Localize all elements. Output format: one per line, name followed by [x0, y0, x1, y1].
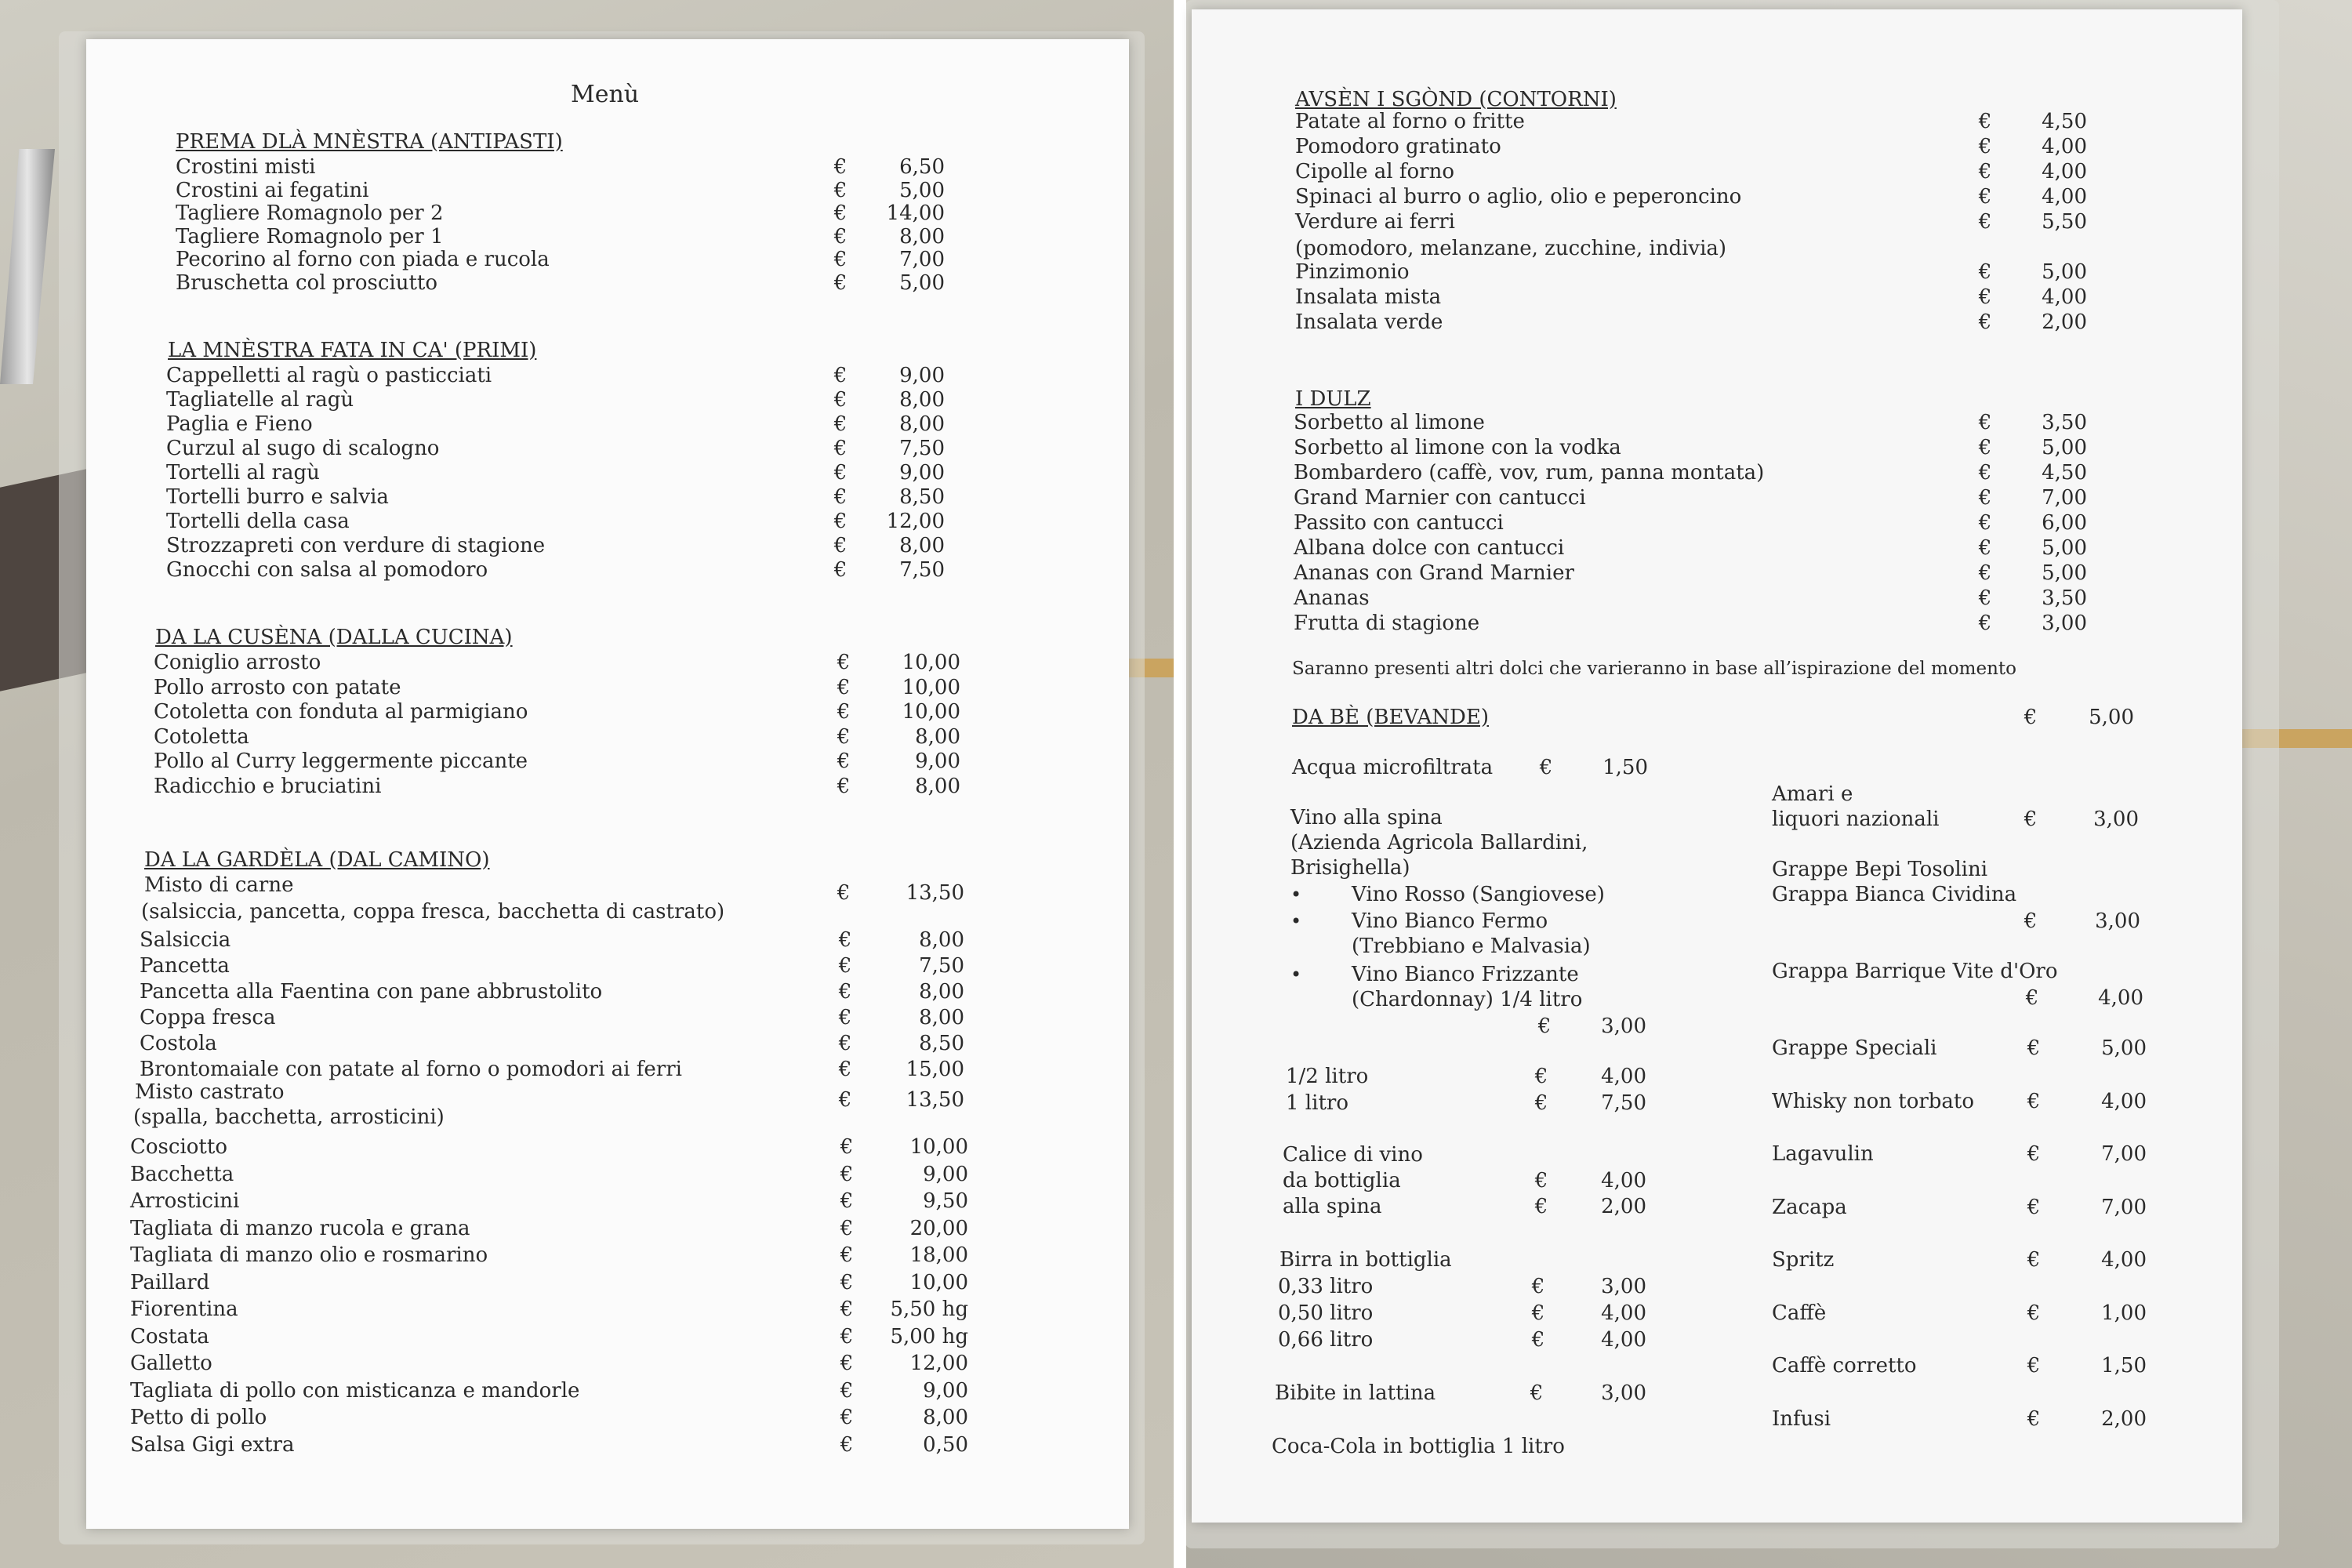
menu-item-name: Crostini ai fegatini: [176, 178, 369, 202]
menu-item-name: Misto castrato: [135, 1080, 285, 1104]
item-price: 9,00: [923, 1378, 968, 1403]
item-price: 2,00: [2042, 310, 2087, 334]
menu-item-name: Cosciotto: [130, 1135, 227, 1159]
menu-item-detail: (pomodoro, melanzane, zucchine, indivia): [1295, 237, 1727, 260]
currency-symbol: €: [838, 1058, 852, 1081]
menu-item-name: Caffè: [1772, 1301, 1827, 1325]
menu-item-name: Tagliere Romagnolo per 1: [176, 224, 444, 249]
section-heading-dolci: I DULZ: [1295, 387, 1371, 411]
currency-symbol: €: [2027, 1301, 2041, 1325]
item-price: 4,50: [2042, 110, 2087, 133]
menu-item-name: 1 litro: [1286, 1091, 1348, 1115]
menu-item-name: Tagliata di manzo olio e rosmarino: [130, 1243, 488, 1267]
item-price: 5,00: [2042, 536, 2087, 560]
currency-symbol: €: [833, 155, 848, 179]
menu-item-name: Tortelli della casa: [166, 510, 350, 533]
currency-symbol: €: [833, 224, 848, 249]
menu-item-name: Albana dolce con cantucci: [1294, 536, 1565, 560]
item-price: 8,00: [915, 774, 960, 798]
menu-item-name: Passito con cantucci: [1294, 511, 1504, 535]
item-price: 5,00: [2101, 1036, 2147, 1060]
glass-of-wine-label: da bottiglia: [1283, 1169, 1401, 1192]
item-price: 13,50: [906, 1088, 964, 1112]
currency-symbol: €: [1978, 310, 1992, 334]
coca-cola-label: Coca-Cola in bottiglia 1 litro: [1272, 1435, 1565, 1458]
menu-item-name: Strozzapreti con verdure di stagione: [166, 534, 546, 557]
currency-symbol: €: [2024, 909, 2038, 933]
item-price: 8,00: [919, 980, 964, 1004]
menu-item-name: Salsa Gigi extra: [130, 1432, 295, 1457]
wine-on-tap-label: (Azienda Agricola Ballardini,: [1290, 831, 1588, 855]
currency-symbol: €: [1978, 185, 1992, 209]
menu-item-name: Pollo al Curry leggermente piccante: [154, 750, 528, 773]
currency-symbol: €: [833, 558, 848, 582]
item-price: 9,50: [923, 1189, 968, 1213]
section-heading-camino: DA LA GARDÈLA (DAL CAMINO): [144, 848, 490, 872]
currency-symbol: €: [833, 388, 848, 412]
currency-symbol: €: [2027, 1089, 2041, 1113]
beer-label: Birra in bottiglia: [1279, 1248, 1452, 1272]
currency-symbol: €: [833, 412, 848, 436]
item-price: 7,00: [2101, 1195, 2147, 1219]
currency-symbol: €: [837, 881, 851, 905]
currency-symbol: €: [1531, 1275, 1545, 1298]
currency-symbol: €: [833, 201, 848, 225]
menu-item-name: 1/2 litro: [1286, 1065, 1369, 1088]
currency-symbol: €: [838, 954, 852, 978]
currency-symbol: €: [2027, 1406, 2041, 1431]
menu-item-name: Sorbetto al limone con la vodka: [1294, 436, 1621, 459]
menu-item-name: Bruschetta col prosciutto: [176, 270, 438, 295]
glass-of-wine-label: Calice di vino: [1283, 1143, 1423, 1167]
currency-symbol: €: [2027, 1195, 2041, 1219]
item-price: 5,00: [2042, 260, 2087, 284]
item-price: 5,00: [2042, 561, 2087, 585]
item-price: 4,50: [2042, 461, 2087, 485]
currency-symbol: €: [833, 510, 848, 533]
section-heading-contorni: AVSÈN I SGÒND (CONTORNI): [1295, 88, 1617, 111]
menu-item-name: Cotoletta: [154, 724, 249, 749]
currency-symbol: €: [2025, 986, 2039, 1010]
item-price: 1,50: [1602, 756, 1648, 779]
item-price: 10,00: [902, 700, 960, 724]
item-price: 10,00: [909, 1135, 968, 1159]
item-price: 4,00: [1601, 1301, 1646, 1325]
grappa-label: Grappa Bianca Cividina: [1772, 883, 2017, 906]
menu-item-name: Crostini misti: [176, 155, 316, 179]
currency-symbol: €: [1978, 561, 1992, 585]
currency-symbol: €: [837, 774, 851, 798]
currency-symbol: €: [833, 248, 848, 271]
menu-item-name: Frutta di stagione: [1294, 612, 1480, 635]
currency-symbol: €: [838, 928, 852, 952]
menu-item-name: Fiorentina: [130, 1298, 238, 1321]
item-price: 3,50: [2042, 586, 2087, 610]
wine-on-tap-label: Vino alla spina: [1290, 806, 1443, 829]
currency-symbol: €: [840, 1432, 854, 1457]
menu-item-name: 0,33 litro: [1278, 1275, 1374, 1298]
menu-item-name: Gnocchi con salsa al pomodoro: [166, 558, 488, 582]
currency-symbol: €: [837, 750, 851, 773]
item-price: 8,50: [899, 485, 945, 509]
item-price: 7,00: [2101, 1142, 2147, 1166]
menu-item-name: Coppa fresca: [140, 1006, 276, 1029]
currency-symbol: €: [1978, 486, 1992, 510]
dolci-note: Saranno presenti altri dolci che varieranno in base all’ispirazione del momento: [1292, 659, 2017, 679]
menu-item-name: Spritz: [1772, 1248, 1835, 1272]
currency-symbol: €: [1978, 110, 1992, 133]
amari-label: Amari e: [1772, 782, 1853, 806]
grappa-label: Grappe Bepi Tosolini: [1772, 858, 1988, 881]
menu-item-detail: (spalla, bacchetta, arrosticini): [133, 1105, 445, 1129]
currency-symbol: €: [840, 1378, 854, 1403]
menu-item-name: Caffè corretto: [1772, 1354, 1917, 1377]
menu-item-name: Costata: [130, 1324, 209, 1348]
item-price: 4,00: [2042, 160, 2087, 183]
currency-symbol: €: [837, 724, 851, 749]
item-price: 5,50: [2042, 210, 2087, 234]
item-price: 3,50: [2042, 411, 2087, 434]
currency-symbol: €: [840, 1162, 854, 1186]
item-price: 8,00: [899, 412, 945, 436]
section-heading-cucina: DA LA CUSÈNA (DALLA CUCINA): [155, 626, 513, 649]
item-price: 3,00: [2093, 808, 2139, 831]
currency-symbol: €: [840, 1298, 854, 1321]
menu-item-name: Whisky non torbato: [1772, 1089, 1975, 1113]
currency-symbol: €: [2027, 1354, 2041, 1377]
item-price: 8,00: [915, 724, 960, 749]
wine-on-tap-label: Brisighella): [1290, 856, 1410, 880]
item-price: 5,00: [2089, 706, 2134, 729]
menu-item-name: Insalata mista: [1295, 285, 1442, 309]
currency-symbol: €: [1531, 1301, 1545, 1325]
item-price: 1,50: [2101, 1354, 2147, 1377]
currency-symbol: €: [837, 651, 851, 674]
menu-item-name: 0,66 litro: [1278, 1328, 1374, 1352]
menu-item-name: Bacchetta: [130, 1162, 234, 1186]
item-price: 6,50: [899, 155, 945, 179]
menu-item-name: Pomodoro gratinato: [1295, 135, 1501, 158]
currency-symbol: €: [840, 1352, 854, 1375]
item-price: 4,00: [2042, 135, 2087, 158]
currency-symbol: €: [1534, 1169, 1548, 1192]
item-price: 10,00: [902, 675, 960, 699]
item-price: 7,00: [2042, 486, 2087, 510]
currency-symbol: €: [1534, 1091, 1548, 1115]
currency-symbol: €: [1539, 756, 1553, 779]
menu-item-name: Grappe Speciali: [1772, 1036, 1937, 1060]
menu-item-name: Pancetta alla Faentina con pane abbrustolito: [140, 980, 603, 1004]
item-price: 13,50: [906, 881, 964, 905]
currency-symbol: €: [1534, 1195, 1548, 1218]
currency-symbol: €: [840, 1243, 854, 1267]
menu-item-name: Tortelli burro e salvia: [166, 485, 389, 509]
item-price: 7,50: [1601, 1091, 1646, 1115]
item-price: 4,00: [2042, 185, 2087, 209]
menu-item-name: Misto di carne: [144, 873, 294, 897]
item-price: 18,00: [909, 1243, 968, 1267]
item-price: 4,00: [2098, 986, 2143, 1010]
currency-symbol: €: [2027, 1142, 2041, 1166]
menu-item-name: Tagliata di pollo con misticanza e mandorle: [130, 1378, 580, 1403]
menu-item-name: Pollo arrosto con patate: [154, 675, 401, 699]
item-price: 7,50: [899, 558, 945, 582]
item-price: 3,00: [2042, 612, 2087, 635]
menu-item-detail: (salsiccia, pancetta, coppa fresca, bacchetta di castrato): [141, 900, 725, 924]
menu-item-name: Pinzimonio: [1295, 260, 1410, 284]
item-price: 4,00: [1601, 1328, 1646, 1352]
wine-item: Vino Bianco Fermo: [1352, 909, 1548, 933]
item-price: 3,00: [1601, 1014, 1646, 1038]
item-price: 1,00: [2101, 1301, 2147, 1325]
item-price: 12,00: [886, 510, 945, 533]
menu-item-name: Tagliata di manzo rucola e grana: [130, 1216, 470, 1240]
menu-item-name: Ananas con Grand Marnier: [1294, 561, 1574, 585]
currency-symbol: €: [1530, 1381, 1544, 1405]
item-price: 9,00: [915, 750, 960, 773]
menu-item-name: Grand Marnier con cantucci: [1294, 486, 1586, 510]
bullet: •: [1290, 884, 1302, 906]
item-price: 4,00: [1601, 1169, 1646, 1192]
menu-item-name: Tortelli al ragù: [166, 461, 320, 485]
menu-item-name: Coniglio arrosto: [154, 651, 321, 674]
item-price: 4,00: [2042, 285, 2087, 309]
currency-symbol: €: [833, 178, 848, 202]
item-price: 4,00: [1601, 1065, 1646, 1088]
menu-item-name: Arrosticini: [130, 1189, 240, 1213]
item-price: 10,00: [909, 1270, 968, 1294]
grappa-label: Grappa Barrique Vite d'Oro: [1772, 960, 2058, 983]
item-price: 8,00: [919, 928, 964, 952]
item-price: 3,00: [1601, 1381, 1646, 1405]
currency-symbol: €: [840, 1189, 854, 1213]
menu-item-name: Brontomaiale con patate al forno o pomodori ai ferri: [140, 1058, 682, 1081]
item-price: 4,00: [2101, 1089, 2147, 1113]
currency-symbol: €: [833, 485, 848, 509]
currency-symbol: €: [1978, 135, 1992, 158]
menu-item-name: Spinaci al burro o aglio, olio e peperoncino: [1295, 185, 1742, 209]
currency-symbol: €: [833, 461, 848, 485]
currency-symbol: €: [1531, 1328, 1545, 1352]
currency-symbol: €: [1978, 586, 1992, 610]
menu-item-name: Patate al forno o fritte: [1295, 110, 1525, 133]
currency-symbol: €: [2024, 706, 2038, 729]
bullet: •: [1290, 964, 1302, 985]
menu-item-name: Infusi: [1772, 1406, 1831, 1431]
currency-symbol: €: [833, 270, 848, 295]
currency-symbol: €: [1537, 1014, 1552, 1038]
currency-symbol: €: [1978, 285, 1992, 309]
wine-item: Vino Bianco Frizzante: [1352, 963, 1579, 986]
section-heading-primi: LA MNÈSTRA FATA IN CA' (PRIMI): [168, 339, 537, 362]
menu-item-name: Ananas: [1294, 586, 1370, 610]
currency-symbol: €: [838, 980, 852, 1004]
item-price: 8,00: [899, 534, 945, 557]
currency-symbol: €: [838, 1088, 852, 1112]
item-price: 5,00: [899, 270, 945, 295]
menu-item-name: Bibite in lattina: [1275, 1381, 1436, 1405]
item-price: 2,00: [1601, 1195, 1646, 1218]
menu-item-name: Pancetta: [140, 954, 230, 978]
item-price: 8,00: [923, 1406, 968, 1429]
wine-item: Vino Rosso (Sangiovese): [1352, 883, 1605, 906]
menu-item-name: Verdure ai ferri: [1295, 210, 1455, 234]
glass-of-wine-label: alla spina: [1283, 1195, 1382, 1218]
currency-symbol: €: [1978, 536, 1992, 560]
wine-item: (Trebbiano e Malvasia): [1352, 935, 1591, 958]
currency-symbol: €: [838, 1032, 852, 1055]
currency-symbol: €: [837, 675, 851, 699]
item-price: 7,50: [899, 437, 945, 460]
item-price: 0,50: [923, 1432, 968, 1457]
currency-symbol: €: [1978, 411, 1992, 434]
currency-symbol: €: [840, 1324, 854, 1348]
bullet: •: [1290, 910, 1302, 932]
item-price: 14,00: [886, 201, 945, 225]
menu-item-name: Tagliere Romagnolo per 2: [176, 201, 444, 225]
item-price: 5,00: [2042, 436, 2087, 459]
menu-item-name: Petto di pollo: [130, 1406, 267, 1429]
item-price: 5,00: [899, 178, 945, 202]
menu-item-name: Cipolle al forno: [1295, 160, 1454, 183]
currency-symbol: €: [833, 534, 848, 557]
item-price: 8,00: [919, 1006, 964, 1029]
currency-symbol: €: [1978, 511, 1992, 535]
item-price: 12,00: [909, 1352, 968, 1375]
menu-item-name: Lagavulin: [1772, 1142, 1874, 1166]
currency-symbol: €: [833, 364, 848, 387]
menu-item-name: Bombardero (caffè, vov, rum, panna montata): [1294, 461, 1765, 485]
item-price: 2,00: [2101, 1406, 2147, 1431]
currency-symbol: €: [1978, 160, 1992, 183]
currency-symbol: €: [1978, 461, 1992, 485]
menu-item-name: Costola: [140, 1032, 217, 1055]
menu-item-name: Sorbetto al limone: [1294, 411, 1485, 434]
photo-divider: [1174, 0, 1186, 1568]
menu-item-name: Radicchio e bruciatini: [154, 774, 382, 798]
item-price: 5,50 hg: [890, 1298, 968, 1321]
section-heading-bevande: DA BÈ (BEVANDE): [1292, 706, 1489, 729]
item-price: 8,00: [899, 224, 945, 249]
menu-item-name: Pecorino al forno con piada e rucola: [176, 248, 550, 271]
wine-item: (Chardonnay) 1/4 litro: [1352, 988, 1583, 1011]
menu-item-name: Paglia e Fieno: [166, 412, 313, 436]
currency-symbol: €: [840, 1270, 854, 1294]
item-price: 9,00: [899, 461, 945, 485]
amari-label: liquori nazionali: [1772, 808, 1940, 831]
item-price: 3,00: [2095, 909, 2140, 933]
menu-item-name: Paillard: [130, 1270, 210, 1294]
item-price: 15,00: [906, 1058, 964, 1081]
item-price: 9,00: [899, 364, 945, 387]
menu-item-name: Cappelletti al ragù o pasticciati: [166, 364, 492, 387]
currency-symbol: €: [1978, 436, 1992, 459]
menu-item-name: Tagliatelle al ragù: [166, 388, 354, 412]
section-heading-antipasti: PREMA DLÀ MNÈSTRA (ANTIPASTI): [176, 130, 563, 154]
currency-symbol: €: [838, 1006, 852, 1029]
menu-item-name: Insalata verde: [1295, 310, 1443, 334]
item-price: 20,00: [909, 1216, 968, 1240]
currency-symbol: €: [833, 437, 848, 460]
item-price: 8,00: [899, 388, 945, 412]
currency-symbol: €: [840, 1135, 854, 1159]
currency-symbol: €: [2027, 1036, 2041, 1060]
currency-symbol: €: [1978, 260, 1992, 284]
item-price: 5,00 hg: [890, 1324, 968, 1348]
currency-symbol: €: [1978, 612, 1992, 635]
item-price: 6,00: [2042, 511, 2087, 535]
currency-symbol: €: [840, 1406, 854, 1429]
menu-item-name: Galletto: [130, 1352, 212, 1375]
currency-symbol: €: [2024, 808, 2038, 831]
menu-item-name: 0,50 litro: [1278, 1301, 1374, 1325]
item-price: 7,50: [919, 954, 964, 978]
item-price: 3,00: [1601, 1275, 1646, 1298]
item-price: 4,00: [2101, 1248, 2147, 1272]
currency-symbol: €: [1978, 210, 1992, 234]
item-price: 10,00: [902, 651, 960, 674]
menu-item-name: Cotoletta con fonduta al parmigiano: [154, 700, 528, 724]
item-price: 9,00: [923, 1162, 968, 1186]
currency-symbol: €: [1534, 1065, 1548, 1088]
menu-item-name: Salsiccia: [140, 928, 231, 952]
currency-symbol: €: [837, 700, 851, 724]
currency-symbol: €: [840, 1216, 854, 1240]
item-price: 8,50: [919, 1032, 964, 1055]
currency-symbol: €: [2027, 1248, 2041, 1272]
menu-item-name: Curzul al sugo di scalogno: [166, 437, 440, 460]
menu-item-name: Acqua microfiltrata: [1292, 756, 1494, 779]
menu-title: Menù: [571, 81, 640, 108]
menu-item-name: Zacapa: [1772, 1195, 1847, 1219]
item-price: 7,00: [899, 248, 945, 271]
